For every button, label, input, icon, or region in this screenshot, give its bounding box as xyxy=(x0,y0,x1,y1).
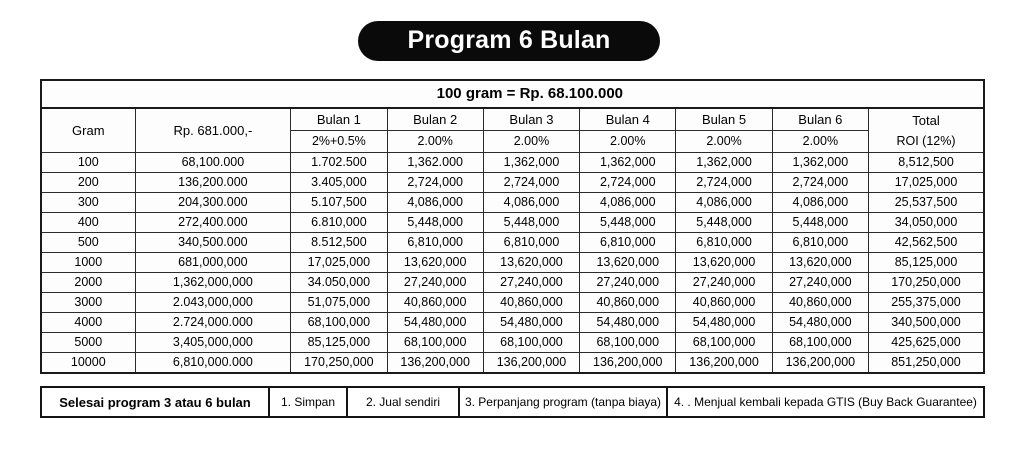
cell-month-5-return: 68,100,000 xyxy=(676,333,772,353)
cell-month-4-return: 4,086,000 xyxy=(580,193,676,213)
cell-gram: 200 xyxy=(41,173,135,193)
cell-month-3-return: 40,860,000 xyxy=(483,293,579,313)
cell-month-2-return: 68,100,000 xyxy=(387,333,483,353)
cell-gram: 5000 xyxy=(41,333,135,353)
cell-gram: 100 xyxy=(41,153,135,173)
header-row-months xyxy=(41,108,984,131)
cell-total-price: 204,300.000 xyxy=(135,193,291,213)
column-header-gram: Gram xyxy=(41,108,135,153)
cell-month-5-return: 13,620,000 xyxy=(676,253,772,273)
cell-month-6-return: 13,620,000 xyxy=(772,253,868,273)
cell-total-price: 2.724,000.000 xyxy=(135,313,291,333)
cell-month-1-return: 17,025,000 xyxy=(291,253,387,273)
rate-header-month-4: 2.00% xyxy=(580,131,676,153)
cell-month-5-return: 2,724,000 xyxy=(676,173,772,193)
total-header-line2: ROI (12%) xyxy=(896,133,956,148)
cell-total-price: 340,500.000 xyxy=(135,233,291,253)
rate-header-month-5: 2.00% xyxy=(676,131,772,153)
cell-month-2-return: 1,362.000 xyxy=(387,153,483,173)
cell-total-price: 2.043,000,000 xyxy=(135,293,291,313)
cell-month-1-return: 170,250,000 xyxy=(291,353,387,374)
cell-month-1-return: 85,125,000 xyxy=(291,333,387,353)
cell-month-5-return: 136,200,000 xyxy=(676,353,772,374)
cell-month-4-return: 54,480,000 xyxy=(580,313,676,333)
cell-total-roi: 340,500,000 xyxy=(869,313,985,333)
column-header-total-roi xyxy=(869,108,985,153)
cell-month-6-return: 1,362,000 xyxy=(772,153,868,173)
program-end-label: Selesai program 3 atau 6 bulan xyxy=(42,388,270,416)
cell-month-1-return: 3.405,000 xyxy=(291,173,387,193)
table-row xyxy=(41,253,984,273)
cell-month-2-return: 40,860,000 xyxy=(387,293,483,313)
cell-month-3-return: 6,810,000 xyxy=(483,233,579,253)
cell-month-3-return: 1,362,000 xyxy=(483,153,579,173)
cell-month-1-return: 5.107,500 xyxy=(291,193,387,213)
cell-month-6-return: 5,448,000 xyxy=(772,213,868,233)
cell-month-2-return: 54,480,000 xyxy=(387,313,483,333)
gold-price-banner-row xyxy=(41,80,984,108)
table-body xyxy=(41,153,984,374)
cell-gram: 10000 xyxy=(41,353,135,374)
cell-month-3-return: 136,200,000 xyxy=(483,353,579,374)
cell-gram: 1000 xyxy=(41,253,135,273)
cell-month-2-return: 27,240,000 xyxy=(387,273,483,293)
table-row xyxy=(41,233,984,253)
cell-gram: 2000 xyxy=(41,273,135,293)
table-row xyxy=(41,313,984,333)
cell-month-3-return: 27,240,000 xyxy=(483,273,579,293)
column-header-month-3: Bulan 3 xyxy=(483,108,579,131)
cell-month-6-return: 2,724,000 xyxy=(772,173,868,193)
cell-month-4-return: 2,724,000 xyxy=(580,173,676,193)
cell-month-6-return: 68,100,000 xyxy=(772,333,868,353)
cell-total-price: 3,405,000,000 xyxy=(135,333,291,353)
option-jual-sendiri[interactable]: 2. Jual sendiri xyxy=(348,388,460,416)
cell-month-3-return: 4,086,000 xyxy=(483,193,579,213)
cell-total-roi: 42,562,500 xyxy=(869,233,985,253)
cell-month-3-return: 5,448,000 xyxy=(483,213,579,233)
cell-month-4-return: 136,200,000 xyxy=(580,353,676,374)
cell-month-4-return: 13,620,000 xyxy=(580,253,676,273)
page-title: Program 6 Bulan xyxy=(407,25,611,54)
cell-gram: 500 xyxy=(41,233,135,253)
cell-total-roi: 85,125,000 xyxy=(869,253,985,273)
page-title-banner xyxy=(358,21,660,61)
cell-month-4-return: 40,860,000 xyxy=(580,293,676,313)
table-row xyxy=(41,153,984,173)
cell-month-2-return: 2,724,000 xyxy=(387,173,483,193)
column-header-month-2: Bulan 2 xyxy=(387,108,483,131)
cell-gram: 3000 xyxy=(41,293,135,313)
cell-month-1-return: 68,100,000 xyxy=(291,313,387,333)
cell-month-3-return: 13,620,000 xyxy=(483,253,579,273)
cell-total-price: 681,000,000 xyxy=(135,253,291,273)
option-buy-back-guarantee[interactable]: 4. . Menjual kembali kepada GTIS (Buy Back Guarantee) xyxy=(674,395,977,409)
cell-month-2-return: 5,448,000 xyxy=(387,213,483,233)
cell-month-6-return: 40,860,000 xyxy=(772,293,868,313)
cell-month-2-return: 6,810,000 xyxy=(387,233,483,253)
table-head xyxy=(41,80,984,153)
cell-month-4-return: 6,810,000 xyxy=(580,233,676,253)
cell-month-6-return: 4,086,000 xyxy=(772,193,868,213)
cell-month-6-return: 54,480,000 xyxy=(772,313,868,333)
column-header-month-5: Bulan 5 xyxy=(676,108,772,131)
rate-header-month-2: 2.00% xyxy=(387,131,483,153)
cell-total-price: 1,362,000,000 xyxy=(135,273,291,293)
cell-total-roi: 255,375,000 xyxy=(869,293,985,313)
cell-month-6-return: 6,810,000 xyxy=(772,233,868,253)
cell-total-roi: 34,050,000 xyxy=(869,213,985,233)
cell-month-3-return: 54,480,000 xyxy=(483,313,579,333)
table-row xyxy=(41,293,984,313)
column-header-month-1: Bulan 1 xyxy=(291,108,387,131)
investment-program-table xyxy=(40,79,985,374)
cell-month-5-return: 27,240,000 xyxy=(676,273,772,293)
total-header-line1: Total xyxy=(912,112,940,128)
column-header-month-4: Bulan 4 xyxy=(580,108,676,131)
cell-total-price: 136,200.000 xyxy=(135,173,291,193)
cell-month-6-return: 27,240,000 xyxy=(772,273,868,293)
cell-month-6-return: 136,200,000 xyxy=(772,353,868,374)
table-row xyxy=(41,273,984,293)
program-end-options-bar xyxy=(40,386,985,418)
cell-month-1-return: 34.050,000 xyxy=(291,273,387,293)
table-row xyxy=(41,173,984,193)
cell-month-1-return: 6.810,000 xyxy=(291,213,387,233)
cell-month-2-return: 13,620,000 xyxy=(387,253,483,273)
cell-month-5-return: 4,086,000 xyxy=(676,193,772,213)
cell-month-1-return: 1.702.500 xyxy=(291,153,387,173)
column-header-month-6: Bulan 6 xyxy=(772,108,868,131)
cell-total-price: 68,100.000 xyxy=(135,153,291,173)
price-table-container xyxy=(40,79,985,374)
cell-gram: 4000 xyxy=(41,313,135,333)
rate-header-month-1: 2%+0.5% xyxy=(291,131,387,153)
cell-total-roi: 17,025,000 xyxy=(869,173,985,193)
cell-month-4-return: 68,100,000 xyxy=(580,333,676,353)
cell-gram: 300 xyxy=(41,193,135,213)
cell-month-5-return: 54,480,000 xyxy=(676,313,772,333)
cell-month-5-return: 5,448,000 xyxy=(676,213,772,233)
cell-month-5-return: 40,860,000 xyxy=(676,293,772,313)
cell-month-4-return: 5,448,000 xyxy=(580,213,676,233)
cell-month-2-return: 4,086,000 xyxy=(387,193,483,213)
cell-total-roi: 170,250,000 xyxy=(869,273,985,293)
rate-header-month-3: 2.00% xyxy=(483,131,579,153)
table-row xyxy=(41,333,984,353)
cell-total-roi: 425,625,000 xyxy=(869,333,985,353)
cell-gram: 400 xyxy=(41,213,135,233)
cell-total-price: 272,400.000 xyxy=(135,213,291,233)
cell-month-5-return: 1,362,000 xyxy=(676,153,772,173)
cell-month-4-return: 27,240,000 xyxy=(580,273,676,293)
cell-month-2-return: 136,200,000 xyxy=(387,353,483,374)
cell-month-4-return: 1,362,000 xyxy=(580,153,676,173)
cell-total-price: 6,810,000.000 xyxy=(135,353,291,374)
gold-price-banner: 100 gram = Rp. 68.100.000 xyxy=(41,80,984,108)
rate-header-month-6: 2.00% xyxy=(772,131,868,153)
column-header-price-per-gram: Rp. 681.000,- xyxy=(135,108,291,153)
cell-month-1-return: 51,075,000 xyxy=(291,293,387,313)
cell-total-roi: 8,512,500 xyxy=(869,153,985,173)
table-row xyxy=(41,193,984,213)
cell-month-1-return: 8.512,500 xyxy=(291,233,387,253)
cell-total-roi: 25,537,500 xyxy=(869,193,985,213)
cell-month-3-return: 68,100,000 xyxy=(483,333,579,353)
table-row xyxy=(41,213,984,233)
option-simpan[interactable]: 1. Simpan xyxy=(270,388,348,416)
table-row xyxy=(41,353,984,374)
cell-total-roi: 851,250,000 xyxy=(869,353,985,374)
cell-month-5-return: 6,810,000 xyxy=(676,233,772,253)
cell-month-3-return: 2,724,000 xyxy=(483,173,579,193)
option-perpanjang-program[interactable]: 3. Perpanjang program (tanpa biaya) xyxy=(460,388,668,416)
